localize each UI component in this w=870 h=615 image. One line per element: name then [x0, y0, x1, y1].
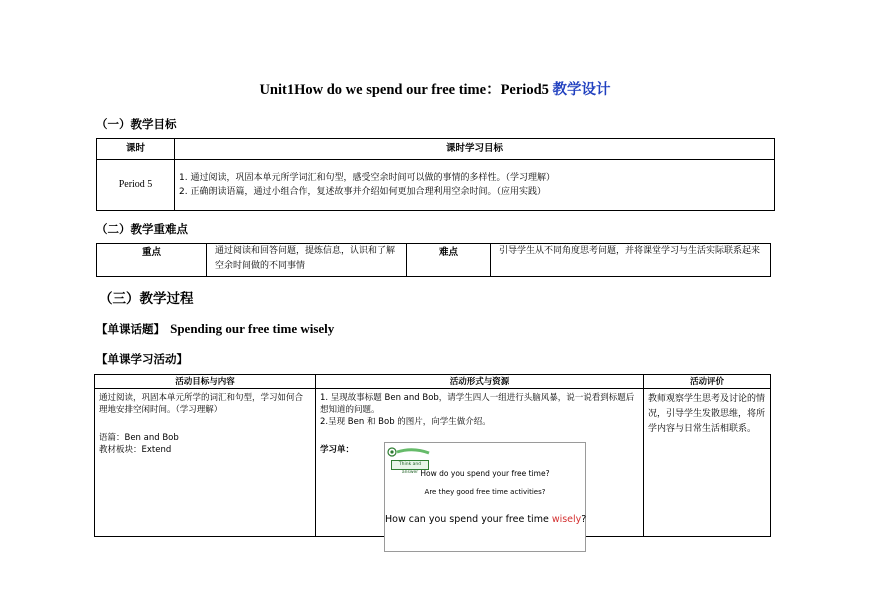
worksheet-image	[384, 442, 586, 552]
topic-title: Spending our free time wisely	[170, 321, 335, 336]
topic-prefix: 【单课话题】	[96, 322, 165, 336]
activity-eval-cell: 教师观察学生思考及讨论的情况，引导学生发散思维，将所学内容与日常生活相联系。	[644, 389, 771, 537]
worksheet-tag: Think and answer	[391, 460, 429, 470]
topic-line	[96, 318, 334, 337]
difficulty-text: 引导学生从不同角度思考问题，并将课堂学习与生活实际联系起来	[491, 244, 771, 277]
activity-header-goal: 活动目标与内容	[95, 375, 316, 389]
activity-module: 教材板块：Extend	[99, 445, 172, 455]
activity-step-2: 2.呈现 Ben 和 Bob 的图片，向学生做介绍。	[320, 417, 491, 427]
section-heading-process: （三）教学过程	[99, 291, 194, 307]
worksheet-question-3-main: How can you spend your free time	[385, 514, 552, 525]
activity-header-form: 活动形式与资源	[316, 375, 644, 389]
worksheet-label: 学习单：	[320, 445, 355, 455]
activity-header-eval: 活动评价	[644, 375, 771, 389]
goal-item: 1. 通过阅读，巩固本单元所学词汇和句型，感受空余时间可以做的事情的多样性。（学习理解）	[179, 173, 555, 183]
activity-text-source: 语篇：Ben and Bob	[99, 433, 179, 443]
section-heading-key-points: （二）教学重难点	[96, 222, 188, 236]
title-suffix: 教学设计	[552, 82, 611, 98]
difficulty-label: 难点	[407, 244, 491, 277]
key-points-table	[96, 243, 771, 277]
goal-item: 2. 正确朗读语篇，通过小组合作，复述故事并介绍如何更加合理利用空余时间。（应用实践）	[179, 187, 546, 197]
title-main: Unit1How do we spend our free time：Period5	[259, 82, 549, 98]
goals-period-cell: Period 5	[97, 160, 175, 211]
key-label: 重点	[97, 244, 207, 277]
goals-header-goals: 课时学习目标	[175, 139, 775, 160]
page-title	[0, 78, 870, 99]
goals-header-period: 课时	[97, 139, 175, 160]
goals-table	[96, 138, 775, 211]
activity-goal-text: 通过阅读，巩固本单元所学的词汇和句型，学习如何合理地安排空闲时间。（学习理解）	[99, 393, 304, 415]
activities-heading: 【单课学习活动】	[96, 352, 188, 366]
key-text: 通过阅读和回答问题，提炼信息，认识和了解空余时间做的不同事情	[207, 244, 407, 277]
section-heading-goals: （一）教学目标	[96, 117, 177, 131]
activity-step-1: 1. 呈现故事标题 Ben and Bob，请学生四人一组进行头脑风暴，说一说看到标题后想知道的问题。	[320, 393, 635, 415]
worksheet-question-3-highlight: wisely	[551, 514, 582, 525]
worksheet-question-2: Are they good free time activities?	[424, 488, 546, 496]
goals-list-cell	[175, 160, 775, 211]
worksheet-question-3-end: ?	[581, 514, 587, 525]
worksheet-question-3	[385, 514, 585, 525]
activity-goal-cell	[95, 389, 316, 537]
worksheet-question-1: How do you spend your free time?	[420, 469, 550, 478]
